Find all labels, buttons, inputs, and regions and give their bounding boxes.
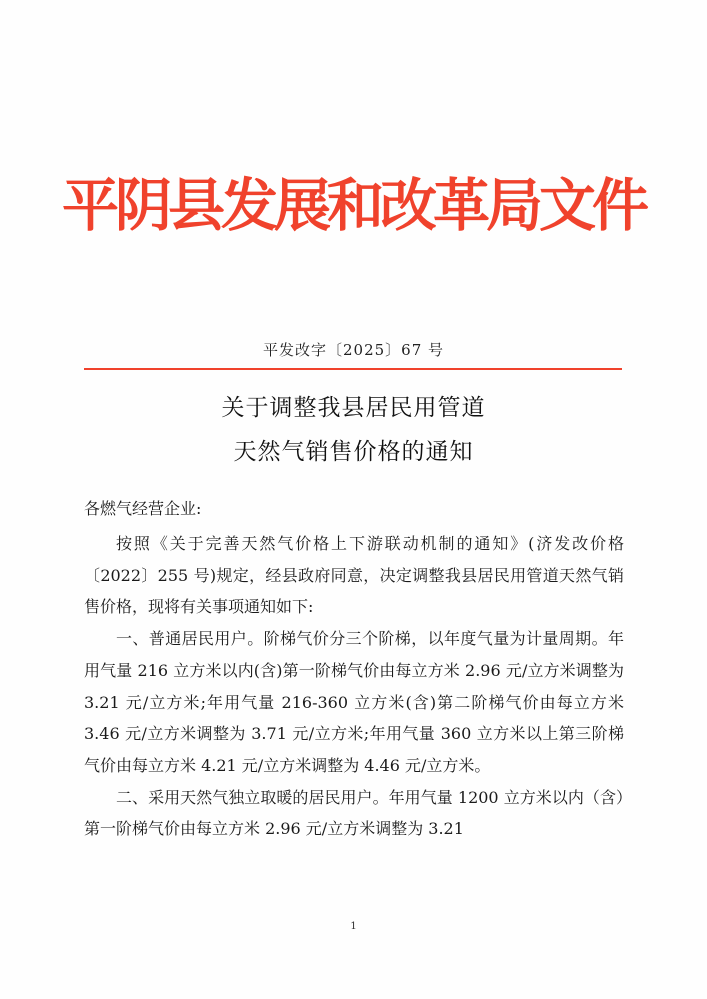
body-paragraph-item-2: 二、采用天然气独立取暖的居民用户。年用气量 1200 立方米以内（含）第一阶梯气价由每立方米 2.96 元/立方米调整为 3.21 (84, 787, 624, 839)
notice-body (84, 528, 624, 845)
page-number: 1 (350, 921, 357, 932)
body-paragraph-intro: 按照《关于完善天然气价格上下游联动机制的通知》(济发改价格〔2022〕255 号)规定，经县政府同意，决定调整我县居民用管道天然气销售价格，现将有关事项通知如下: (84, 534, 624, 617)
red-divider-line (84, 368, 622, 370)
document-number: 平发改字〔2025〕67 号 (262, 341, 445, 359)
issuer-red-header: 平阴县发展和改革局文件 (62, 172, 645, 239)
notice-title-line-1: 关于调整我县居民用管道 (221, 395, 486, 421)
salutation: 各燃气经营企业: (84, 499, 202, 518)
body-paragraph-item-1: 一、普通居民用户。阶梯气价分三个阶梯，以年度气量为计量周期。年用气量 216 立方米以内(含)第一阶梯气价由每立方米 2.96 元/立方米调整为 3.21 元/立方米;年用气量 216-360 立方米(含)第二阶梯气价由每立方米 3.46 元/立方米调整为 3.71 元/立方米;年用气量 360 立方米以上第三阶梯气价由每立方米 4.21 元/立方米调整为 4.46 元/立方米。 (84, 629, 624, 775)
notice-title-line-2: 天然气销售价格的通知 (233, 439, 474, 465)
